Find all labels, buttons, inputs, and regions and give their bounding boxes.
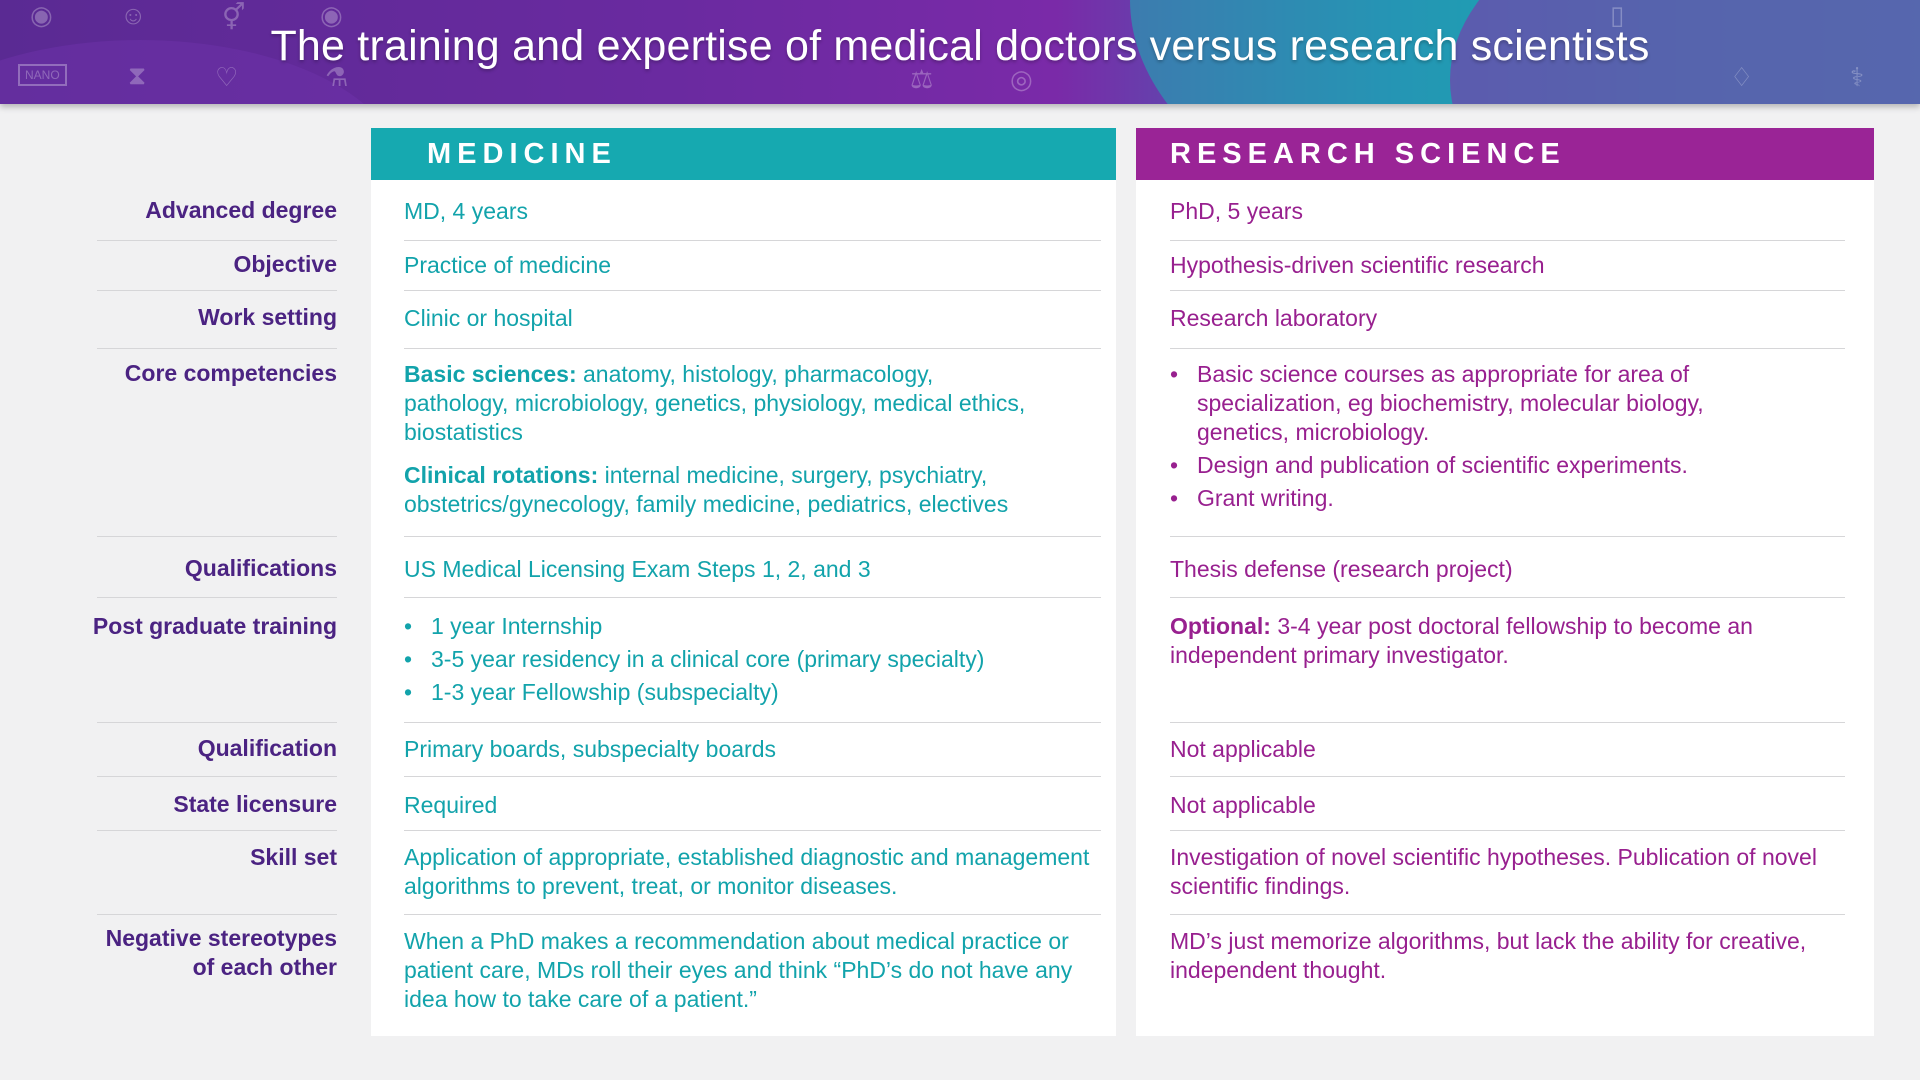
list-item: • Basic science courses as appropriate for area of specialization, eg biochemistry, molecular biology, genetics, microbiology.	[1170, 360, 1770, 447]
hourglass-icon: ⧗	[128, 60, 147, 90]
globe-icon: ◎	[1010, 64, 1033, 94]
row-divider	[404, 348, 1101, 349]
medicine-stereotype: When a PhD makes a recommendation about medical practice or patient care, MDs roll their eyes and think “PhD’s do not have any idea how to take care of a patient.”	[404, 928, 1073, 1012]
row-divider	[97, 290, 337, 291]
stethoscope-icon: ⚕	[1850, 62, 1865, 92]
medicine-work-setting: Clinic or hospital	[404, 305, 573, 331]
medicine-post-graduate	[404, 612, 1104, 707]
row-divider	[1170, 348, 1845, 349]
row-label-qualifications: Qualifications	[184, 555, 337, 581]
medicine-qualification: Primary boards, subspecialty boards	[404, 736, 776, 762]
medicine-advanced-degree: MD, 4 years	[404, 198, 528, 224]
page-title: The training and expertise of medical doctors versus research scientists	[270, 22, 1650, 70]
medicine-skill-set: Application of appropriate, established diagnostic and management algorithms to prevent, treat, or monitor diseases.	[404, 844, 1090, 899]
row-divider	[97, 536, 337, 537]
research-advanced-degree: PhD, 5 years	[1170, 198, 1303, 224]
medicine-basic-sciences	[404, 360, 1044, 447]
row-label-skill-set: Skill set	[250, 844, 337, 870]
list-item: • Design and publication of scientific experiments.	[1170, 451, 1770, 480]
row-label-stereotypes-line1: Negative stereotypes	[105, 925, 337, 951]
row-divider	[404, 536, 1101, 537]
basic-sciences-text: anatomy, histology, pharmacology, pathology, microbiology, genetics, physiology, medical ethics, biostatistics	[404, 361, 1026, 445]
row-divider	[1170, 240, 1845, 241]
post-graduate-list	[404, 612, 1104, 707]
scale-icon: ⚖	[910, 64, 934, 94]
row-divider	[97, 722, 337, 723]
row-label-state-licensure: State licensure	[173, 791, 337, 817]
research-skill-set: Investigation of novel scientific hypotheses. Publication of novel scientific findings.	[1170, 844, 1817, 899]
row-label-post-graduate: Post graduate training	[92, 613, 337, 639]
medicine-clinical-rotations	[404, 461, 1044, 519]
research-objective: Hypothesis-driven scientific research	[1170, 252, 1545, 278]
research-state-licensure: Not applicable	[1170, 792, 1316, 818]
medicine-column-header: MEDICINE	[371, 128, 1116, 180]
basic-sciences-label: Basic sciences:	[404, 361, 577, 387]
phone-icon: ▯	[1610, 0, 1625, 30]
research-qualification: Not applicable	[1170, 736, 1316, 762]
row-divider	[404, 290, 1101, 291]
row-label-qualification: Qualification	[197, 735, 337, 761]
medicine-core-competencies	[404, 360, 1044, 519]
research-core-competencies	[1170, 360, 1770, 513]
row-divider	[97, 597, 337, 598]
research-work-setting: Research laboratory	[1170, 305, 1378, 331]
row-label-advanced-degree: Advanced degree	[145, 197, 337, 223]
research-column-header: RESEARCH SCIENCE	[1136, 128, 1874, 180]
row-divider	[1170, 776, 1845, 777]
eye-icon: ◉	[320, 0, 343, 30]
row-divider	[404, 597, 1101, 598]
research-stereotype: MD’s just memorize algorithms, but lack the ability for creative, independent thought.	[1170, 928, 1807, 983]
row-divider	[97, 830, 337, 831]
row-label-work-setting: Work setting	[198, 304, 337, 330]
row-label-stereotypes	[77, 924, 337, 982]
row-divider	[404, 830, 1101, 831]
eye-icon: ◉	[30, 0, 53, 30]
row-label-core-competencies: Core competencies	[124, 360, 337, 386]
gender-icon: ⚥	[222, 2, 246, 32]
medicine-objective: Practice of medicine	[404, 252, 612, 278]
list-item: • 1-3 year Fellowship (subspecialty)	[404, 678, 1104, 707]
row-divider	[97, 348, 337, 349]
row-divider	[404, 914, 1101, 915]
clinical-rotations-text: internal medicine, surgery, psychiatry, obstetrics/gynecology, family medicine, pediatrics, electives	[404, 462, 1009, 517]
core-competencies-list	[1170, 360, 1770, 513]
row-label-objective: Objective	[233, 251, 337, 277]
header-banner	[0, 0, 1920, 104]
lightbulb-icon: ♢	[1730, 62, 1754, 92]
heart-icon: ♡	[215, 62, 239, 92]
row-divider	[404, 776, 1101, 777]
row-divider	[1170, 536, 1845, 537]
optional-text: 3-4 year post doctoral fellowship to become an independent primary investigator.	[1170, 613, 1753, 668]
list-item: • 1 year Internship	[404, 612, 1104, 641]
flask-icon: ⚗	[325, 62, 349, 92]
row-divider	[97, 240, 337, 241]
row-divider	[1170, 722, 1845, 723]
list-item: • 3-5 year residency in a clinical core (primary specialty)	[404, 645, 1104, 674]
row-divider	[1170, 914, 1845, 915]
row-label-stereotypes-line2: of each other	[192, 954, 337, 980]
row-divider	[1170, 597, 1845, 598]
row-divider	[404, 240, 1101, 241]
row-divider	[97, 776, 337, 777]
row-divider	[404, 722, 1101, 723]
clinical-rotations-label: Clinical rotations:	[404, 462, 599, 488]
list-item: • Grant writing.	[1170, 484, 1770, 513]
optional-label: Optional:	[1170, 613, 1271, 639]
research-qualifications: Thesis defense (research project)	[1170, 556, 1513, 582]
research-post-graduate	[1170, 612, 1850, 670]
medicine-state-licensure: Required	[404, 792, 498, 818]
person-icon: ☺	[120, 0, 147, 30]
row-divider	[1170, 830, 1845, 831]
row-divider	[1170, 290, 1845, 291]
nano-label: NANO	[25, 68, 60, 82]
row-divider	[97, 914, 337, 915]
medicine-qualifications: US Medical Licensing Exam Steps 1, 2, and 3	[404, 556, 871, 582]
